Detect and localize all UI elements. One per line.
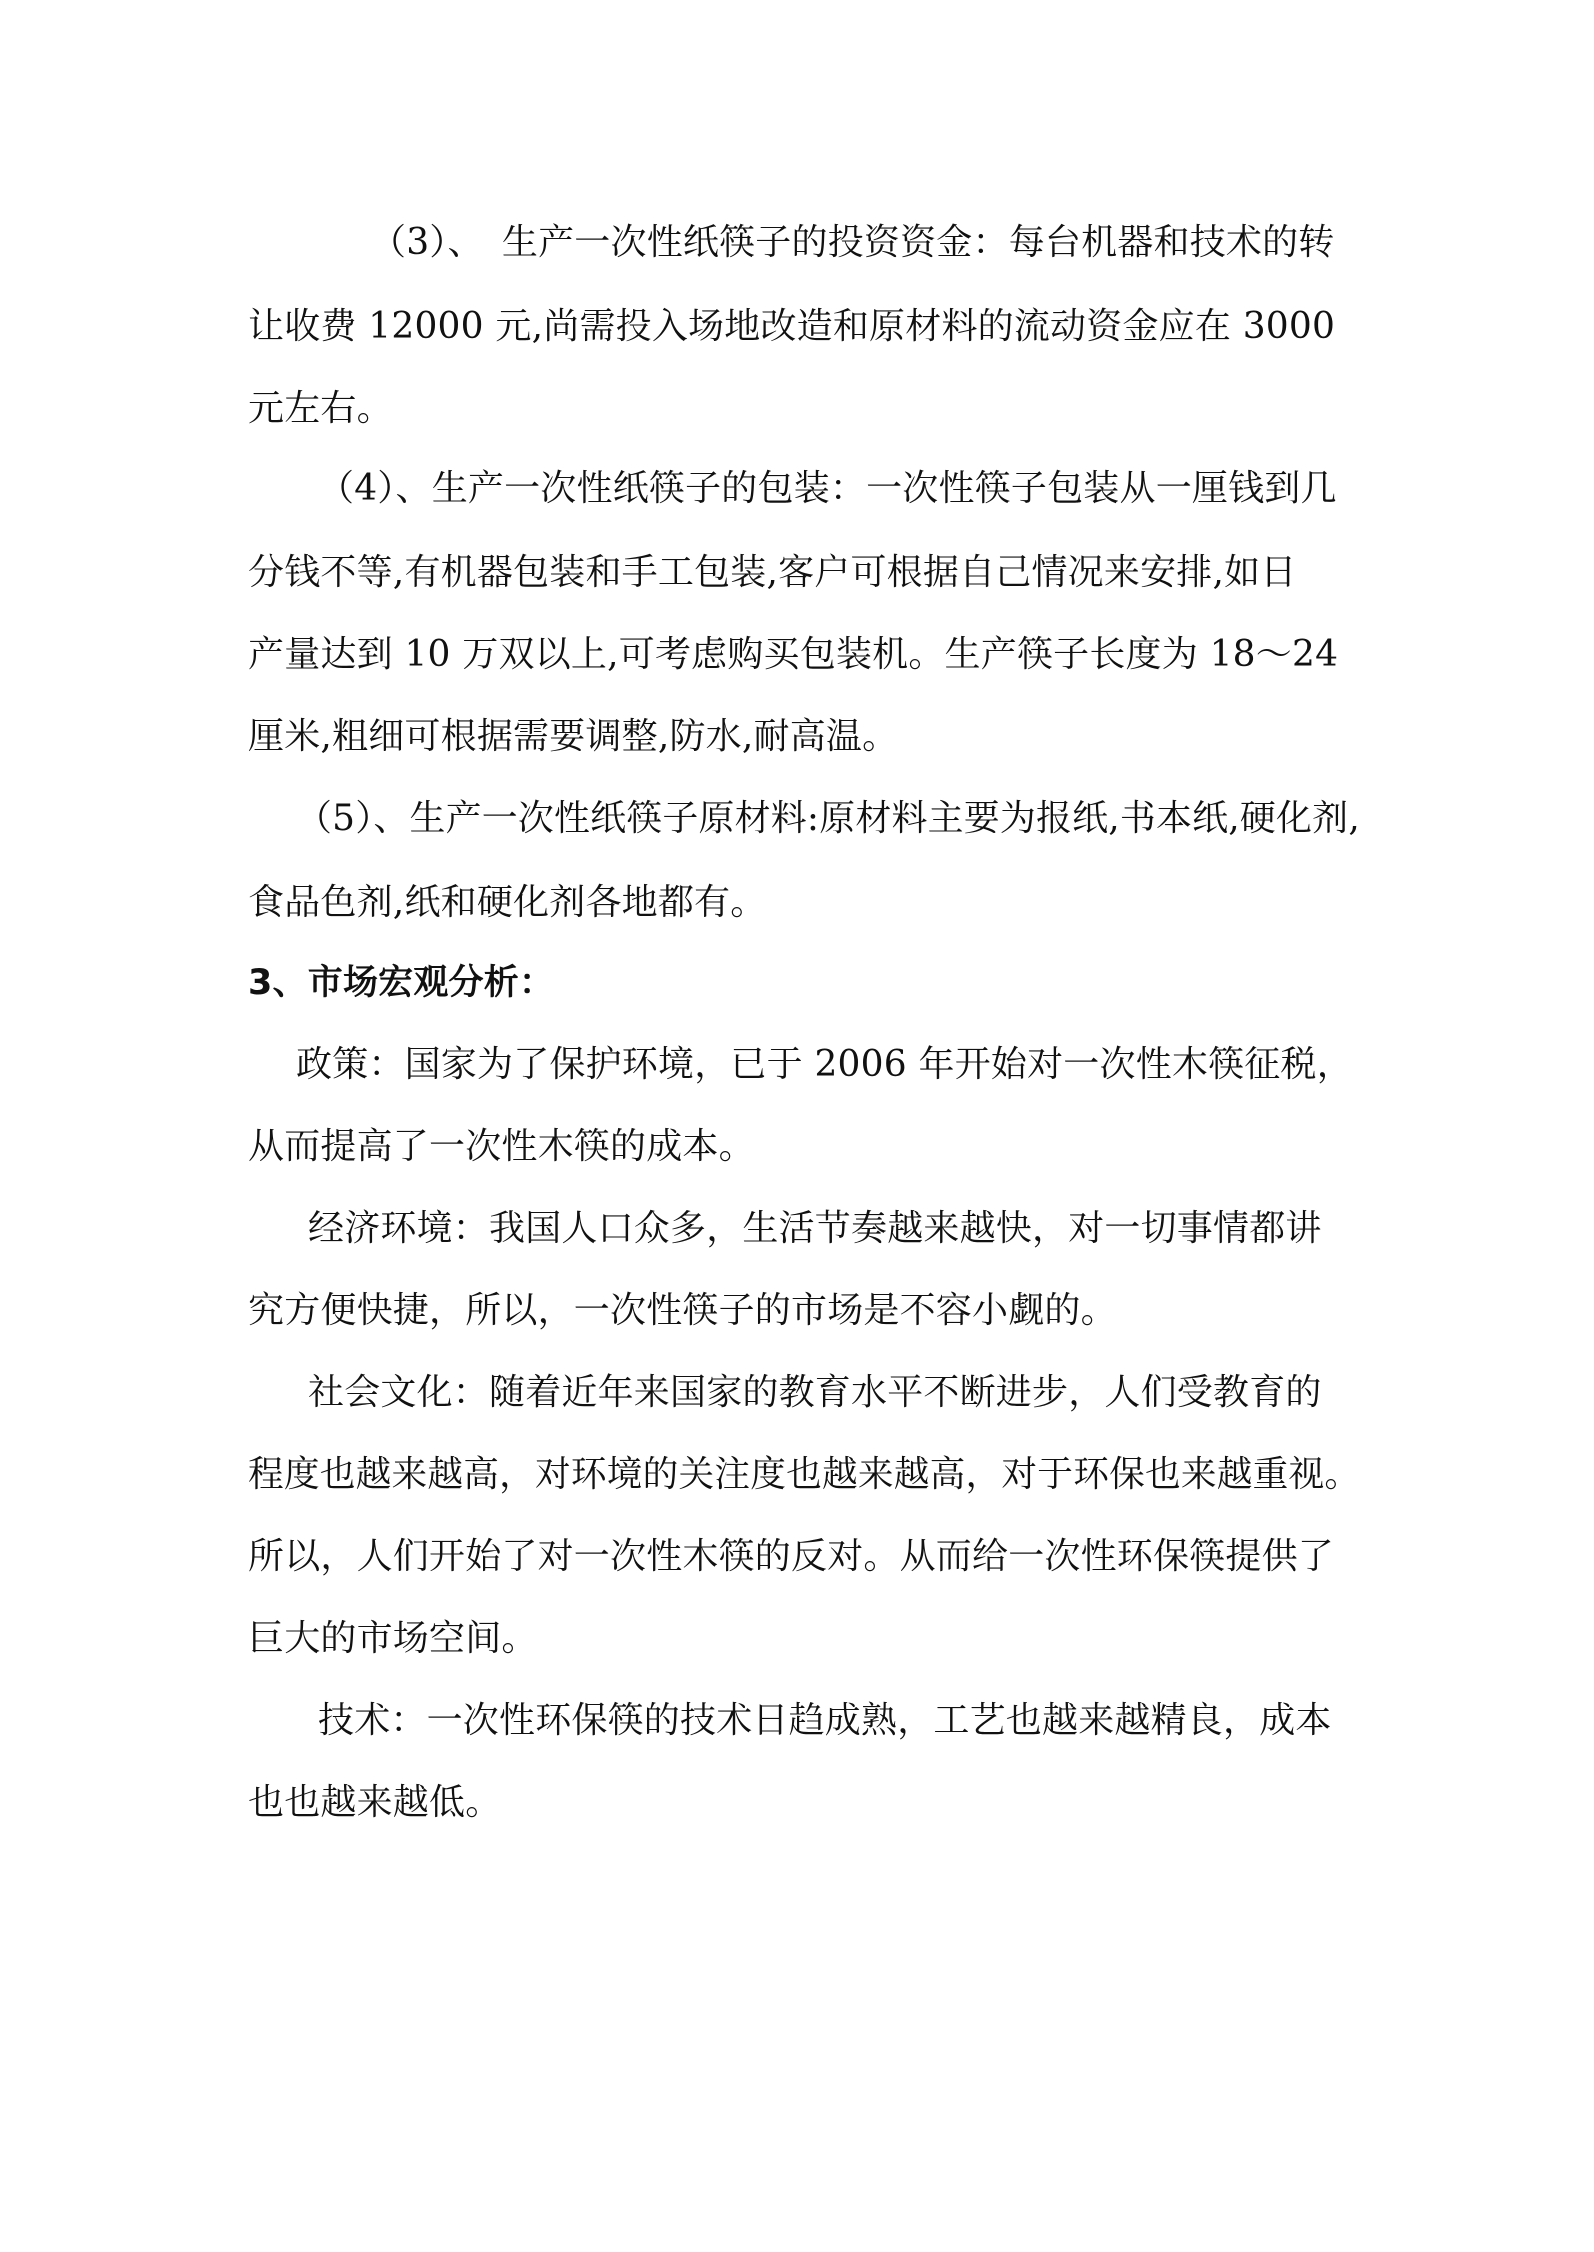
paragraph-3-line-1: （3）、 生产一次性纸筷子的投资资金：每台机器和技术的转 [370,222,1335,263]
paragraph-4-line-4: 厘米,粗细可根据需要调整,防水,耐高温。 [248,716,899,757]
culture-line-3: 所以，人们开始了对一次性木筷的反对。从而给一次性环保筷提供了 [248,1536,1335,1577]
paragraph-4-line-2: 分钱不等,有机器包装和手工包装,客户可根据自己情况来安排,如日 [248,552,1297,593]
technology-line-2: 也也越来越低。 [248,1782,502,1823]
culture-line-2: 程度也越来越高，对环境的关注度也越来越高，对于环保也来越重视。 [248,1454,1361,1495]
culture-line-1: 社会文化：随着近年来国家的教育水平不断进步，人们受教育的 [308,1372,1322,1413]
economy-line-2: 究方便快捷，所以，一次性筷子的市场是不容小觑的。 [248,1290,1117,1331]
paragraph-3-line-3: 元左右。 [248,388,393,429]
paragraph-4-line-1: （4）、生产一次性纸筷子的包装：一次性筷子包装从一厘钱到几 [318,468,1337,509]
paragraph-4-line-3: 产量达到 10 万双以上,可考虑购买包装机。生产筷子长度为 18～24 [248,634,1339,675]
paragraph-5-line-2: 食品色剂,纸和硬化剂各地都有。 [248,882,767,923]
paragraph-5-line-1: （5）、生产一次性纸筷子原材料:原材料主要为报纸,书本纸,硬化剂, [296,798,1360,839]
section-heading: 3、市场宏观分析： [248,963,555,1003]
policy-line-1: 政策：国家为了保护环境，已于 2006 年开始对一次性木筷征税， [296,1044,1353,1085]
economy-line-1: 经济环境：我国人口众多，生活节奏越来越快，对一切事情都讲 [308,1208,1322,1249]
culture-line-4: 巨大的市场空间。 [248,1618,538,1659]
technology-line-1: 技术：一次性环保筷的技术日趋成熟，工艺也越来越精良，成本 [318,1700,1332,1741]
policy-line-2: 从而提高了一次性木筷的成本。 [248,1126,755,1167]
paragraph-3-line-2: 让收费 12000 元,尚需投入场地改造和原材料的流动资金应在 3000 [248,306,1336,347]
